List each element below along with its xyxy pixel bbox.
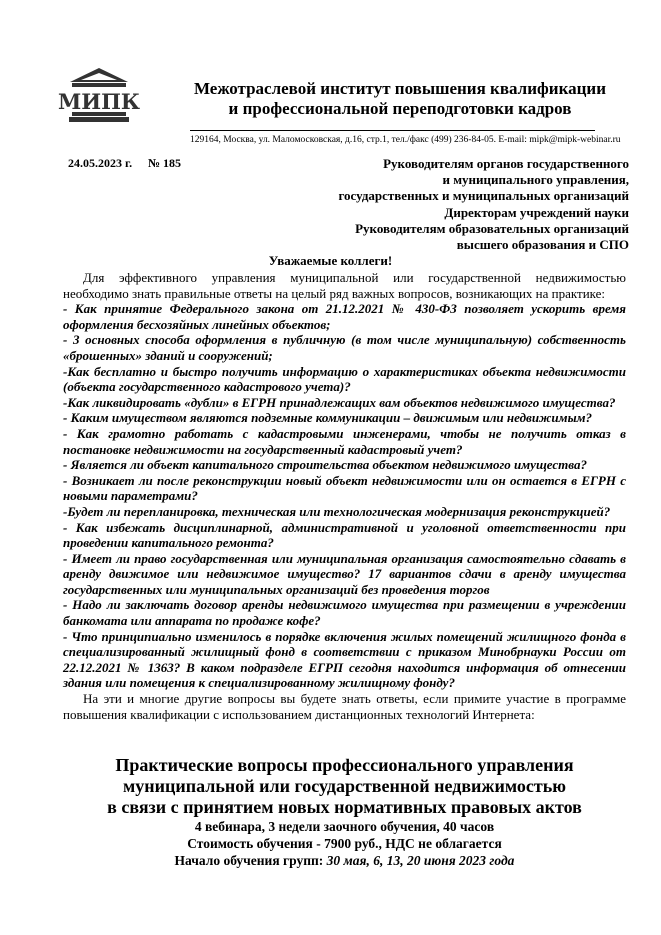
course-title-line1: Практические вопросы профессионального управления — [115, 755, 574, 775]
recipient-line: высшего образования и СПО — [456, 237, 629, 253]
letter-number: № 185 — [148, 156, 182, 170]
question-item: - Как избежать дисциплинарной, административной и уголовной ответственности при проведении капитального ремонта? — [63, 519, 626, 551]
letter-date: 24.05.2023 г. — [68, 156, 133, 170]
course-title-line2: муниципальной или государственной недвижимостью — [123, 776, 566, 796]
question-item: - 3 основных способа оформления в публичную (в том числе муниципальную) собственность «брошенных» зданий и сооружений; — [63, 332, 626, 363]
question-item: - Надо ли заключать договор аренды недвижимого имущества при размещении в учреждении банкомата или аппарата по продаже кофе? — [63, 597, 626, 629]
recipient-line: Руководителям образовательных организаций — [355, 220, 629, 236]
organization-title — [140, 79, 660, 119]
org-title-line1: Межотраслевой институт повышения квалификации — [193, 79, 606, 98]
greeting: Уважаемые коллеги! — [268, 253, 393, 268]
recipients-block — [299, 156, 629, 253]
recipient-line: государственных и муниципальных организаций — [338, 188, 629, 204]
question-item: - Каким имуществом являются подземные коммуникации – движимым или недвижимым? — [63, 410, 592, 426]
org-title-line2: и профессиональной переподготовки кадров — [228, 99, 572, 118]
organization-address: 129164, Москва, ул. Маломосковская, д.16, стр.1, тел./факс (499) 236-84-05. E-mail: mipk@mipk-webinar.ru — [190, 135, 621, 145]
course-start-label: Начало обучения групп: — [174, 853, 327, 868]
question-item: - Имеет ли право государственная или муниципальная организация самостоятельно сдавать в аренду движимое или недвижимое имущество? 17 вариантов сдачи в аренду имущества государственных или муниципальных организаций без проведения торгов — [63, 550, 626, 597]
recipient-line: Директорам учреждений науки — [444, 204, 629, 220]
question-item: -Как ликвидировать «дубли» в ЕГРН принадлежащих вам объектов недвижимого имущества? — [63, 394, 616, 410]
course-title-line3: в связи с принятием новых нормативных правовых актов — [107, 797, 582, 817]
question-item: - Как принятие Федерального закона от 21.12.2021 № 430-ФЗ позволяет ускорить время оформления бесхозяйных линейных объектов; — [63, 301, 626, 332]
question-item: - Является ли объект капитального строительства объектом недвижимого имущества? — [63, 457, 587, 473]
question-item: - Возникает ли после реконструкции новый объект недвижимости или он остается в ЕГРН с новыми параметрами? — [63, 472, 626, 504]
question-item: -Будет ли перепланировка, техническая или технологическая модернизация реконструкцией? — [63, 503, 611, 519]
course-info — [63, 818, 626, 869]
course-price: Стоимость обучения - 7900 руб., НДС не облагается — [187, 836, 502, 851]
question-item: -Как бесплатно и быстро получить информацию о характеристиках объекта недвижимости (объекта государственного кадастрового учета)? — [63, 363, 626, 395]
course-start — [63, 852, 626, 869]
course-start-dates: 30 мая, 6, 13, 20 июня 2023 года — [326, 853, 515, 868]
question-item: - Как грамотно работать с кадастровыми инженерами, чтобы не получить отказ в постановке недвижимости на государственный кадастровый учет? — [63, 425, 626, 457]
intro-paragraph: Для эффективного управления муниципальной или государственной недвижимостью необходимо знать правильные ответы на целый ряд важных вопросов, возникающих на практике: — [63, 270, 626, 301]
outro-paragraph: На эти и многие другие вопросы вы будете знать ответы, если примите участие в программе повышения квалификации с использованием дистанционных технологий Интернета: — [63, 691, 626, 722]
course-format: 4 вебинара, 3 недели заочного обучения, 40 часов — [194, 819, 495, 834]
course-title — [63, 755, 626, 818]
letter-body — [63, 270, 626, 722]
header-divider — [190, 130, 595, 131]
question-item: - Что принципиально изменилось в порядке включения жилых помещений жилищного фонда в специализированный жилищный фонд в соответствии с приказом Минобрнауки России от 22.12.2021 № 1363? В каком подразделе ЕГРП сегодня находится информация об отнесении здания или помещения к специализированному жилищному фонду? — [63, 628, 626, 691]
recipient-line: и муниципального управления, — [442, 172, 629, 188]
logo-text: МИПК — [57, 89, 141, 114]
institute-logo — [57, 66, 141, 124]
recipient-line: Руководителям органов государственного — [383, 156, 629, 171]
